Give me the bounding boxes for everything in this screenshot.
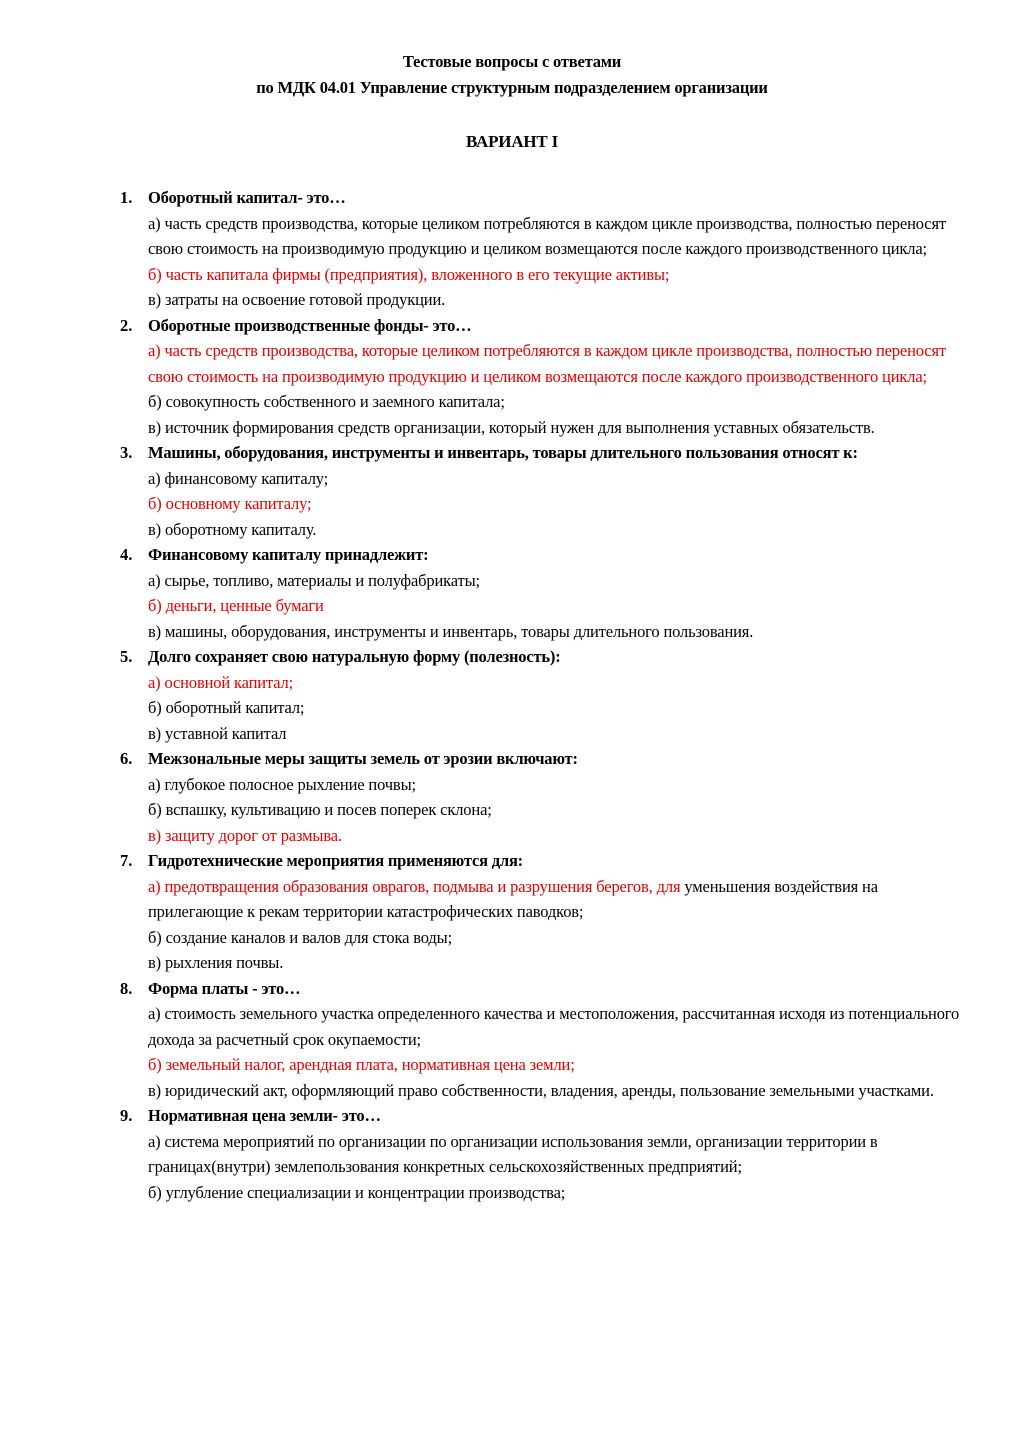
question-number: 9. (120, 1106, 133, 1125)
answer-option-mixed (148, 874, 960, 925)
answer-option-correct: в) защиту дорог от размыва. (148, 825, 342, 845)
question-8 (110, 976, 960, 1104)
question-text: Нормативная цена земли- это… (148, 1106, 381, 1125)
answer-option: б) вспашку, культивацию и посев поперек склона; (148, 800, 492, 819)
answer-option: в) юридический акт, оформляющий право собственности, владения, аренды, пользование земельными участками. (148, 1080, 934, 1100)
answer-option: а) сырье, топливо, материалы и полуфабрикаты; (148, 570, 480, 590)
answer-option: в) рыхления почвы. (148, 953, 284, 972)
answer-tail-part: уменьшения воздействия на прилегающие к рекам территории катастрофических паводков; (148, 876, 878, 921)
question-7 (110, 848, 960, 976)
answer-option: а) глубокое полосное рыхление почвы; (148, 774, 416, 794)
question-3 (110, 440, 960, 542)
answer-option: а) финансовому капиталу; (148, 468, 329, 488)
question-text: Гидротехнические мероприятия применяются для: (148, 851, 523, 870)
question-number: 8. (120, 978, 133, 998)
answer-option: в) оборотному капиталу. (148, 519, 317, 539)
document-title: Тестовые вопросы с ответами (402, 52, 622, 71)
question-6 (110, 746, 960, 848)
question-number: 2. (120, 315, 133, 335)
answer-option-correct: б) земельный налог, арендная плата, нормативная цена земли; (148, 1055, 575, 1074)
question-number: 7. (120, 851, 133, 870)
answer-option: в) машины, оборудования, инструменты и инвентарь, товары длительного пользования. (148, 621, 754, 641)
question-text: Финансовому капиталу принадлежит: (148, 545, 429, 564)
question-9 (110, 1103, 960, 1205)
answer-option-correct: а) часть средств производства, которые целиком потребляются в каждом цикле производства, полностью переносят свою стоимость на производимую продукцию и целиком возмещаются после каждого производственного цикла; (148, 341, 946, 386)
answer-correct-part: а) предотвращения образования оврагов, подмыва и разрушения берегов, для (148, 876, 681, 896)
answer-option: а) стоимость земельного участка определенного качества и местоположения, рассчитанная исходя из потенциального дохода за расчетный срок окупаемости; (148, 1004, 960, 1049)
question-2 (110, 313, 960, 441)
question-text: Долго сохраняет свою натуральную форму (полезность): (148, 647, 561, 666)
answer-option: а) система мероприятий по организации по организации использования земли, организации территории в границах(внутри) землепользования конкретных сельскохозяйственных предприятий; (148, 1131, 878, 1176)
question-text: Форма платы - это… (148, 978, 301, 998)
answer-option-correct: б) основному капиталу; (148, 494, 312, 513)
question-1 (110, 185, 960, 313)
answer-option: б) оборотный капитал; (148, 698, 305, 717)
answer-option-correct: б) часть капитала фирмы (предприятия), вложенного в его текущие активы; (148, 264, 670, 284)
answer-option: в) затраты на освоение готовой продукции. (148, 290, 446, 309)
variant-heading: ВАРИАНТ I (465, 132, 559, 151)
question-number: 4. (120, 545, 133, 564)
question-text: Оборотный капитал- это… (148, 188, 346, 207)
answer-option: б) совокупность собственного и заемного капитала; (148, 392, 505, 411)
question-text: Межзональные меры защиты земель от эрозии включают: (148, 749, 578, 768)
question-text: Оборотные производственные фонды- это… (148, 315, 472, 335)
question-text: Машины, оборудования, инструменты и инвентарь, товары длительного пользования относят к: (148, 443, 858, 462)
answer-option: б) углубление специализации и концентрации производства; (148, 1182, 566, 1202)
answer-option: б) создание каналов и валов для стока воды; (148, 927, 453, 947)
question-number: 3. (120, 443, 133, 462)
question-number: 1. (120, 188, 133, 207)
answer-option: в) источник формирования средств организации, который нужен для выполнения уставных обязательств. (148, 417, 875, 437)
question-number: 6. (120, 749, 133, 768)
answer-option: в) уставной капитал (148, 723, 287, 743)
document-subtitle: по МДК 04.01 Управление структурным подразделением организации (256, 78, 768, 97)
answer-option-correct: б) деньги, ценные бумаги (148, 596, 324, 615)
question-list (110, 185, 960, 1205)
question-number: 5. (120, 647, 133, 666)
question-5 (110, 644, 960, 746)
answer-option: а) часть средств производства, которые целиком потребляются в каждом цикле производства, полностью переносят свою стоимость на производимую продукцию и целиком возмещаются после каждого производственного цикла; (148, 213, 946, 258)
answer-option-correct: а) основной капитал; (148, 672, 294, 692)
question-4 (110, 542, 960, 644)
